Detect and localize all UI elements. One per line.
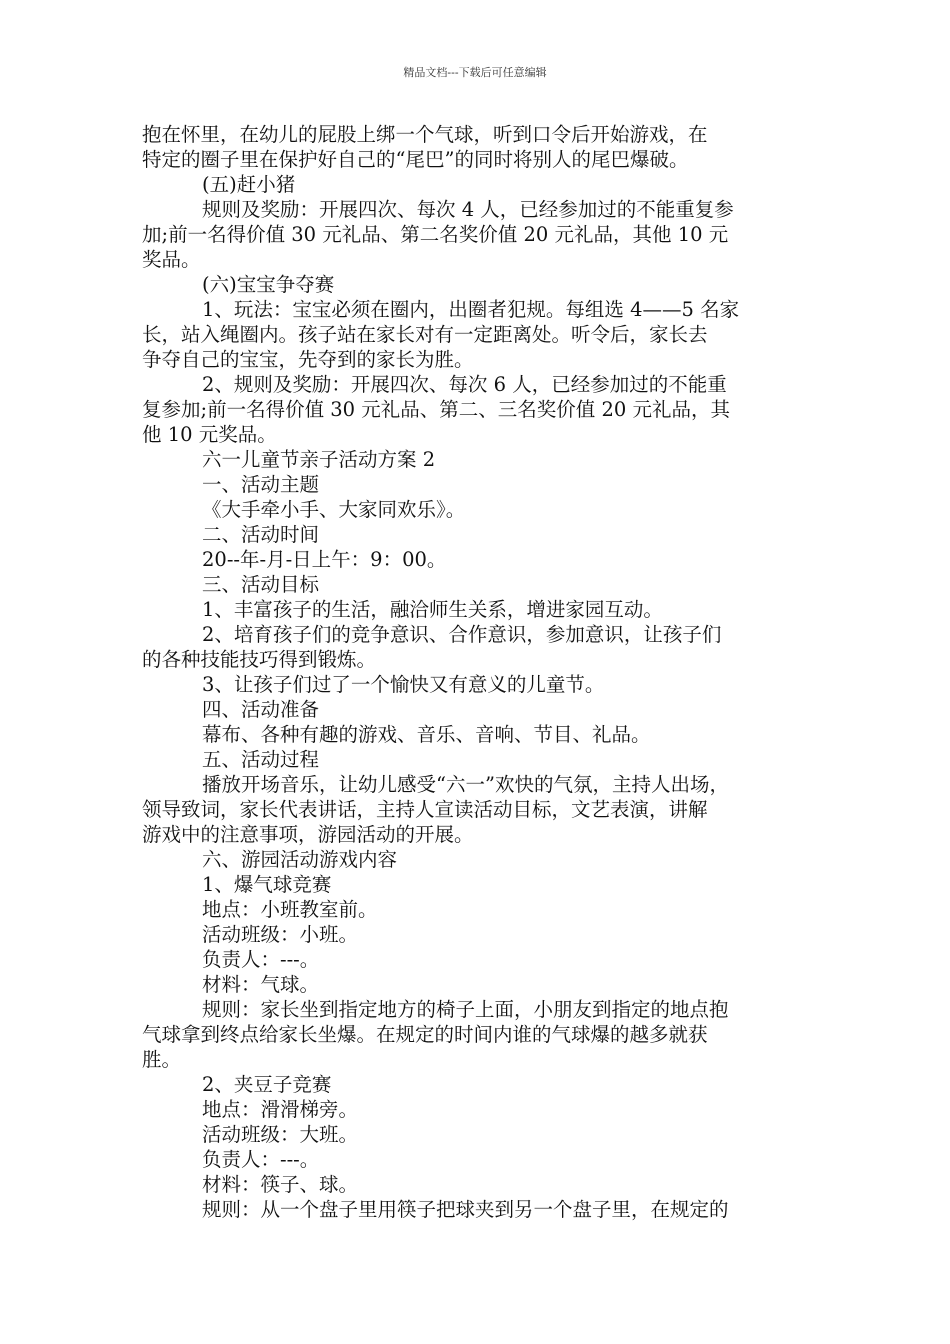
document-line: 他 10 元奖品。 xyxy=(142,423,277,446)
document-line: 三、活动目标 xyxy=(202,573,320,596)
document-line: 规则：从一个盘子里用筷子把球夹到另一个盘子里，在规定的 xyxy=(202,1198,729,1221)
document-line: 3、让孩子们过了一个愉快又有意义的儿童节。 xyxy=(202,673,605,696)
page-header: 精品文档---下载后可任意编辑 xyxy=(403,66,547,79)
document-line: 幕布、各种有趣的游戏、音乐、音响、节目、礼品。 xyxy=(202,723,651,746)
document-line: 加;前一名得价值 30 元礼品、第二名奖价值 20 元礼品，其他 10 元 xyxy=(142,223,729,246)
document-line: 五、活动过程 xyxy=(202,748,320,771)
document-line: 1、玩法：宝宝必须在圈内，出圈者犯规。每组选 4——5 名家 xyxy=(202,298,740,321)
document-line: 四、活动准备 xyxy=(202,698,320,721)
document-line: 规则及奖励：开展四次、每次 4 人，已经参加过的不能重复参 xyxy=(202,198,734,221)
document-line: 活动班级：小班。 xyxy=(202,923,359,946)
document-line: 六一儿童节亲子活动方案 2 xyxy=(202,448,436,471)
document-line: 活动班级：大班。 xyxy=(202,1123,359,1146)
document-line: 特定的圈子里在保护好自己的“尾巴”的同时将别人的尾巴爆破。 xyxy=(142,148,689,171)
document-line: 一、活动主题 xyxy=(202,473,320,496)
document-line: 地点：滑滑梯旁。 xyxy=(202,1098,359,1121)
document-line: 奖品。 xyxy=(142,248,201,271)
document-line: 20--年-月-日上午：9：00。 xyxy=(202,548,447,571)
document-line: 游戏中的注意事项，游园活动的开展。 xyxy=(142,823,474,846)
document-line: 抱在怀里，在幼儿的屁股上绑一个气球，听到口令后开始游戏，在 xyxy=(142,123,708,146)
document-line: 地点：小班教室前。 xyxy=(202,898,378,921)
document-line: 六、游园活动游戏内容 xyxy=(202,848,398,871)
document-line: 胜。 xyxy=(142,1048,182,1071)
document-line: (五)赶小猪 xyxy=(202,173,296,196)
document-line: 材料：气球。 xyxy=(202,973,320,996)
document-line: 气球拿到终点给家长坐爆。在规定的时间内谁的气球爆的越多就获 xyxy=(142,1023,708,1046)
document-line: 的各种技能技巧得到锻炼。 xyxy=(142,648,377,671)
document-line: 负责人：---。 xyxy=(202,1148,320,1171)
document-line: (六)宝宝争夺赛 xyxy=(202,273,335,296)
document-line: 2、夹豆子竞赛 xyxy=(202,1073,332,1096)
document-line: 负责人：---。 xyxy=(202,948,320,971)
document-line: 材料：筷子、球。 xyxy=(202,1173,359,1196)
document-line: 《大手牵小手、大家同欢乐》。 xyxy=(202,498,466,521)
document-line: 2、培育孩子们的竞争意识、合作意识，参加意识，让孩子们 xyxy=(202,623,722,646)
document-line: 领导致词，家长代表讲话，主持人宣读活动目标，文艺表演，讲解 xyxy=(142,798,708,821)
document-line: 1、爆气球竞赛 xyxy=(202,873,332,896)
document-line: 2、规则及奖励：开展四次、每次 6 人，已经参加过的不能重 xyxy=(202,373,727,396)
document-line: 播放开场音乐，让幼儿感受“六一”欢快的气氛，主持人出场， xyxy=(202,773,729,796)
document-line: 长，站入绳圈内。孩子站在家长对有一定距离处。听令后，家长去 xyxy=(142,323,708,346)
document-line: 争夺自己的宝宝，先夺到的家长为胜。 xyxy=(142,348,474,371)
document-line: 1、丰富孩子的生活，融洽师生关系，增进家园互动。 xyxy=(202,598,663,621)
document-body xyxy=(142,122,812,1222)
document-line: 二、活动时间 xyxy=(202,523,320,546)
document-line: 规则：家长坐到指定地方的椅子上面，小朋友到指定的地点抱 xyxy=(202,998,729,1021)
document-line: 复参加;前一名得价值 30 元礼品、第二、三名奖价值 20 元礼品，其 xyxy=(142,398,730,421)
